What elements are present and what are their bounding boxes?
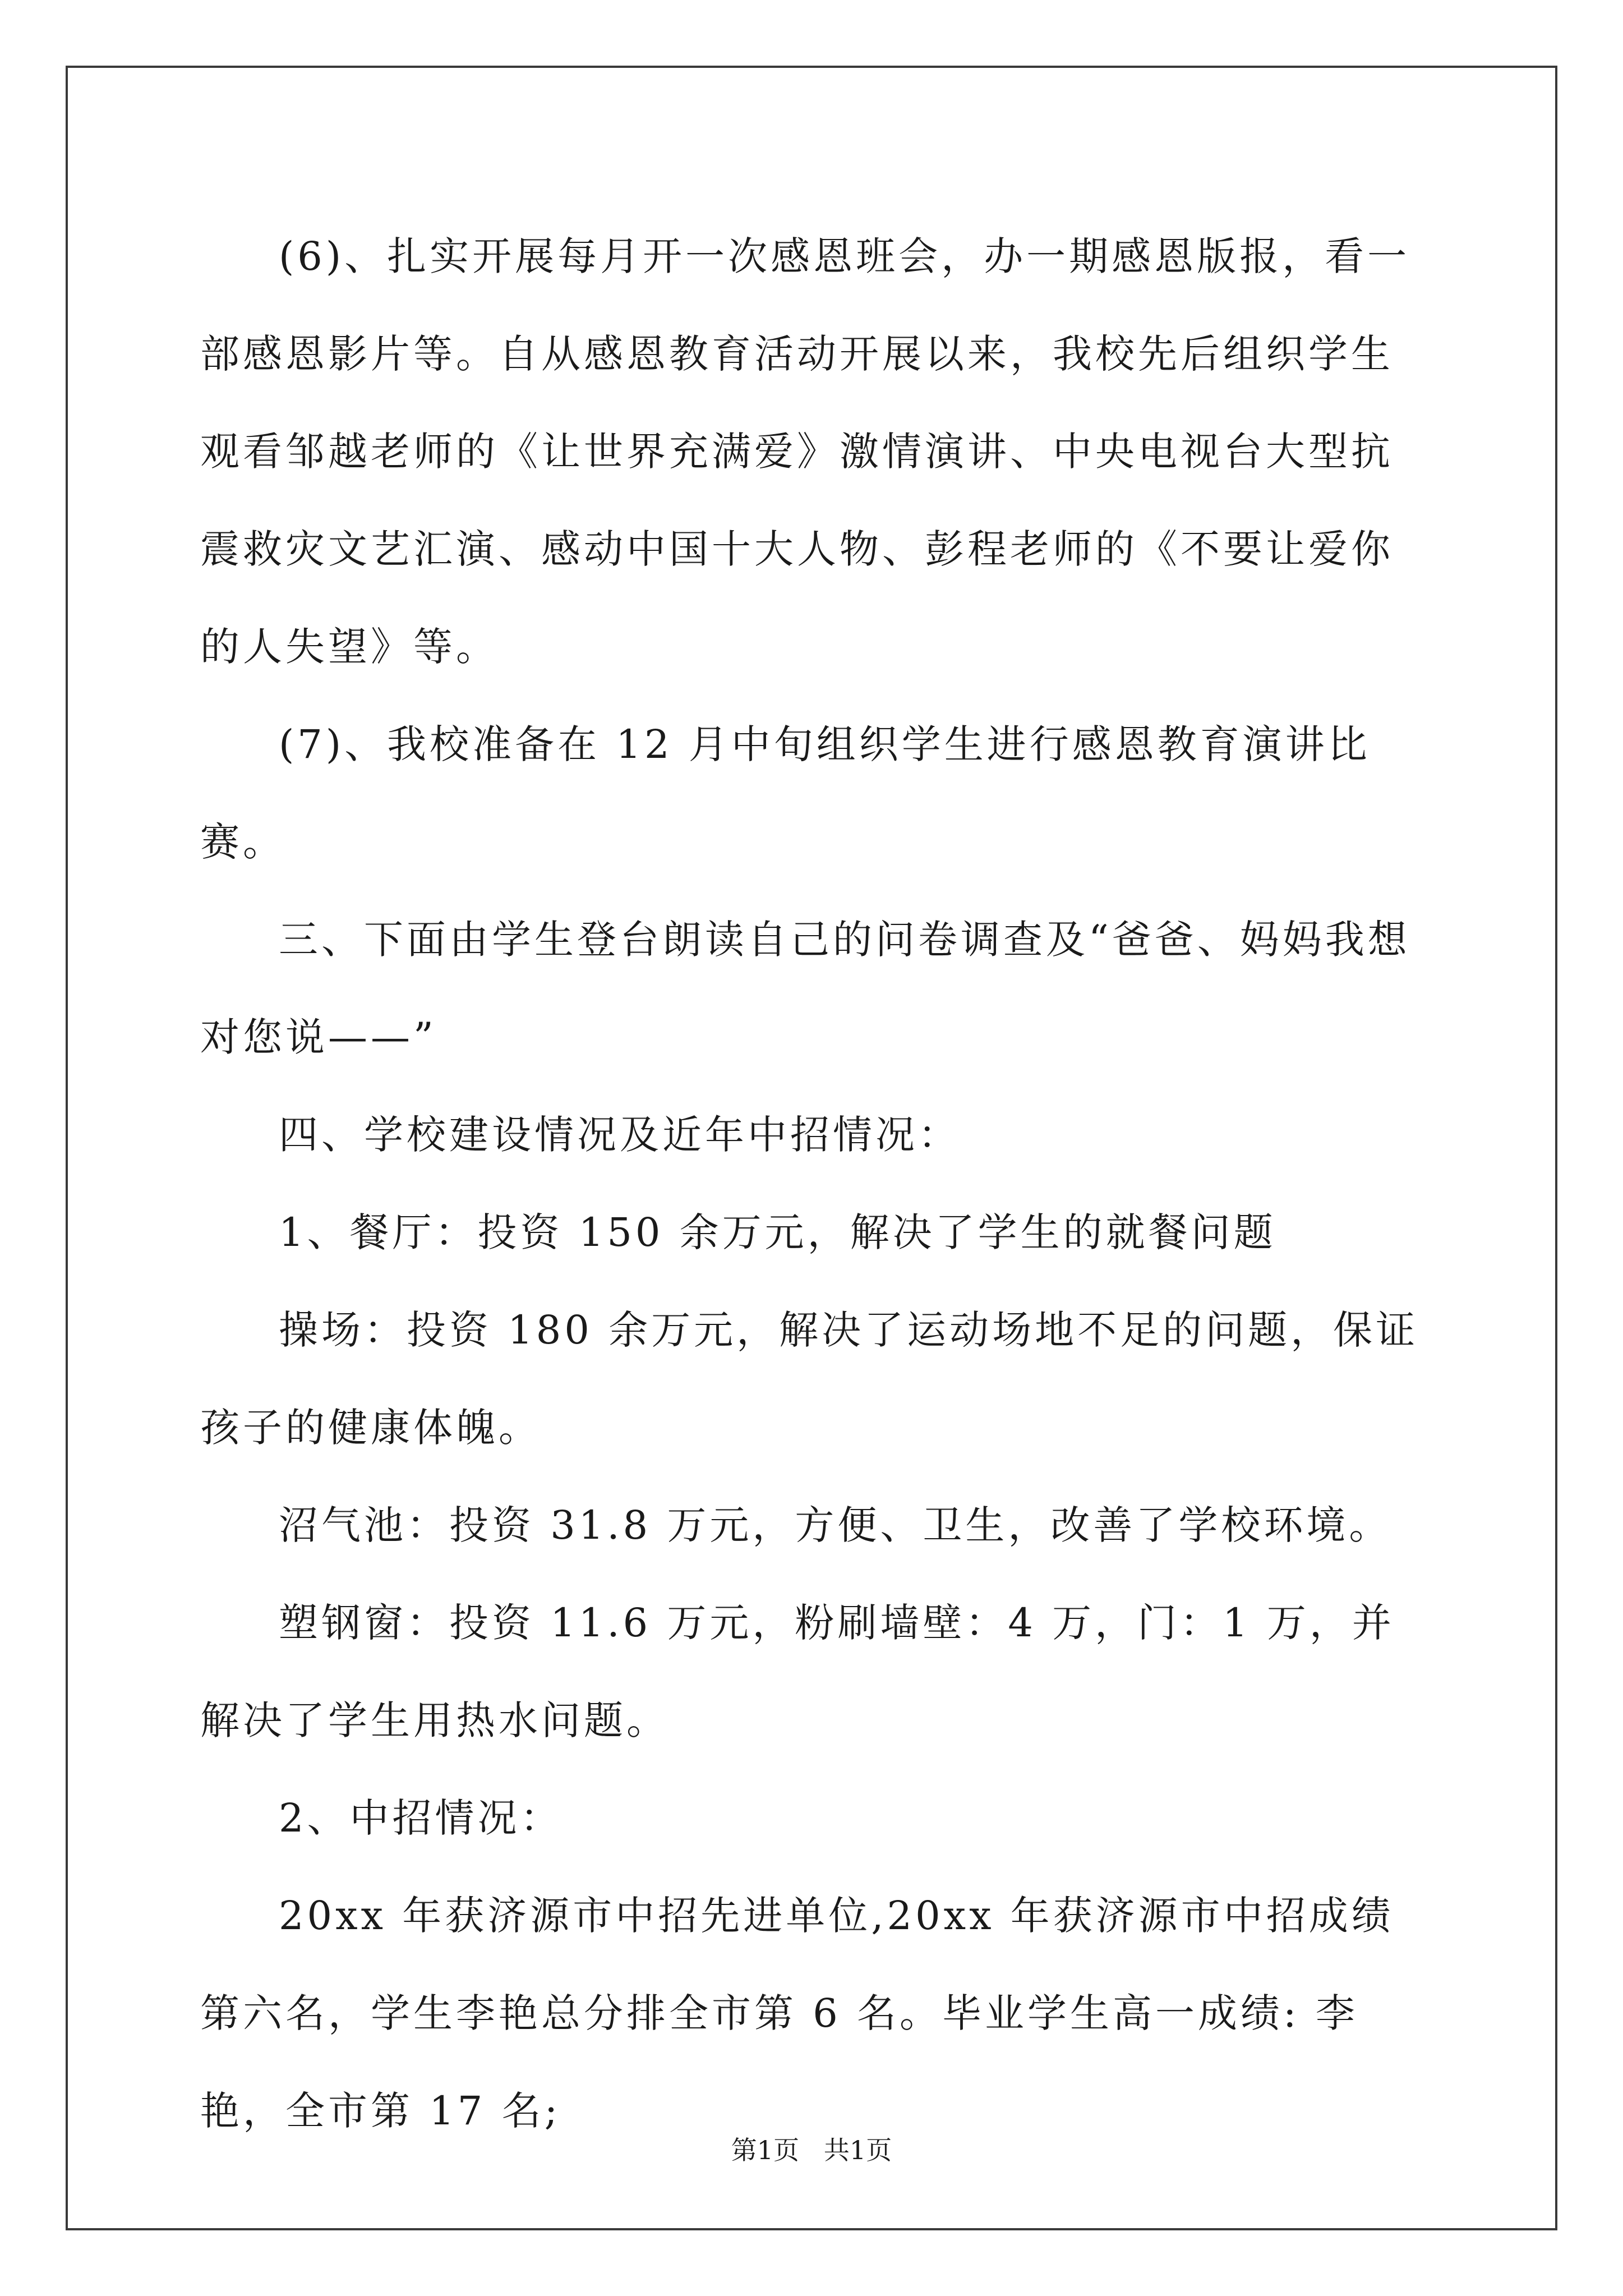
paragraph: 四、学校建设情况及近年中招情况： <box>279 1112 961 1158</box>
paragraph: 2、中招情况： <box>279 1795 563 1841</box>
paragraph: (6)、扎实开展每月开一次感恩班会，办一期感恩版报，看一部感恩影片等。自从感恩教育活动开展以来，我校先后组织学生观看邹越老师的《让世界充满爱》激情演讲、中央电视台大型抗震救灾文艺汇演、感动中国十大人物、彭程老师的《不要让爱你的人失望》等。 <box>200 233 1410 670</box>
paragraph: 三、下面由学生登台朗读自己的问卷调查及“爸爸、妈妈我想对您说——” <box>200 917 1410 1060</box>
paragraph: 塑钢窗：投资 11.6 万元，粉刷墙壁：4 万，门：1 万，并解决了学生用热水问题。 <box>200 1600 1395 1743</box>
page-number-footer: 第1页 共1页 <box>731 2135 892 2165</box>
paragraph: 20xx 年获济源市中招先进单位,20xx 年获济源市中招成绩第六名，学生李艳总分排全市第 6 名。毕业学生高一成绩: 李艳，全市第 17 名; <box>200 1893 1394 2134</box>
paragraph: (7)、我校准备在 12 月中旬组织学生进行感恩教育演讲比赛。 <box>200 721 1371 865</box>
paragraph: 1、餐厅：投资 150 余万元，解决了学生的就餐问题 <box>279 1209 1276 1255</box>
document-body <box>200 208 1434 2160</box>
paragraph: 操场：投资 180 余万元，解决了运动场地不足的问题，保证孩子的健康体魄。 <box>200 1307 1419 1451</box>
paragraph: 沼气池：投资 31.8 万元，方便、卫生，改善了学校环境。 <box>279 1502 1392 1548</box>
